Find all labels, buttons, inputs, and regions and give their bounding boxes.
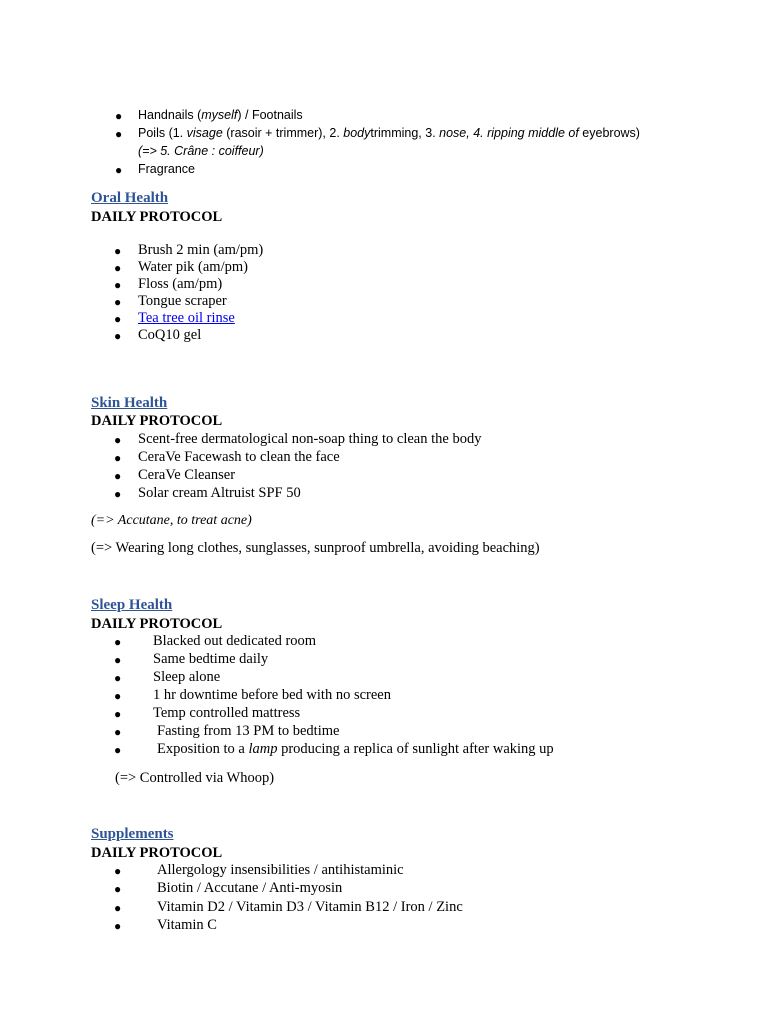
bullet-icon: ●	[114, 433, 122, 447]
bullet-icon: ●	[114, 671, 122, 685]
list-item: CeraVe Facewash to clean the face	[138, 449, 340, 465]
list-item: 1 hr downtime before bed with no screen	[153, 687, 391, 703]
bullet-icon: ●	[114, 689, 122, 703]
bullet-icon: ●	[114, 451, 122, 465]
bullet-icon: ●	[114, 743, 122, 757]
list-item: Fasting from 13 PM to bedtime	[157, 723, 340, 739]
bullet-icon: ●	[114, 707, 122, 721]
bullet-icon: ●	[114, 261, 122, 275]
list-item: Vitamin D2 / Vitamin D3 / Vitamin B12 / Iron / Zinc	[157, 899, 463, 915]
bullet-icon: ●	[115, 127, 123, 141]
list-item: Poils (1. visage (rasoir + trimmer), 2. bodytrimming, 3. nose, 4. ripping middle of eyebrows)	[138, 126, 640, 140]
protocol-label: DAILY PROTOCOL	[91, 209, 223, 225]
list-item: CoQ10 gel	[138, 327, 202, 343]
list-item: Solar cream Altruist SPF 50	[138, 485, 301, 501]
bullet-icon: ●	[114, 882, 122, 896]
list-item: Brush 2 min (am/pm)	[138, 242, 264, 258]
skin-note-clothes: (=> Wearing long clothes, sunglasses, sunproof umbrella, avoiding beaching)	[91, 540, 540, 556]
section-heading-supplements[interactable]: Supplements	[91, 826, 174, 842]
bullet-icon: ●	[114, 635, 122, 649]
tea-tree-oil-link[interactable]: Tea tree oil rinse	[138, 310, 235, 326]
protocol-label: DAILY PROTOCOL	[91, 413, 223, 429]
bullet-icon: ●	[114, 901, 122, 915]
section-heading-sleep[interactable]: Sleep Health	[91, 597, 173, 613]
bullet-icon: ●	[115, 163, 123, 177]
list-item: Handnails (myself) / Footnails	[138, 108, 303, 122]
list-item: Biotin / Accutane / Anti-myosin	[157, 880, 343, 896]
protocol-label: DAILY PROTOCOL	[91, 845, 223, 861]
list-item: Temp controlled mattress	[153, 705, 301, 721]
bullet-icon: ●	[114, 329, 122, 343]
list-item: Scent-free dermatological non-soap thing to clean the body	[138, 431, 482, 447]
list-item: Blacked out dedicated room	[153, 633, 317, 649]
list-item: Water pik (am/pm)	[138, 259, 248, 275]
bullet-icon: ●	[114, 278, 122, 292]
list-item: CeraVe Cleanser	[138, 467, 236, 483]
list-item: Allergology insensibilities / antihistaminic	[157, 862, 404, 878]
section-heading-skin[interactable]: Skin Health	[91, 395, 168, 411]
list-item-continuation: (=> 5. Crâne : coiffeur)	[138, 144, 264, 158]
bullet-icon: ●	[114, 312, 122, 326]
bullet-icon: ●	[114, 725, 122, 739]
sleep-note-whoop: (=> Controlled via Whoop)	[115, 770, 275, 786]
list-item: Fragrance	[138, 162, 195, 176]
bullet-icon: ●	[114, 653, 122, 667]
list-item: Floss (am/pm)	[138, 276, 223, 292]
list-item: Sleep alone	[153, 669, 221, 685]
list-item: Tongue scraper	[138, 293, 227, 309]
bullet-icon: ●	[114, 244, 122, 258]
protocol-label: DAILY PROTOCOL	[91, 616, 223, 632]
bullet-icon: ●	[114, 469, 122, 483]
list-item: Vitamin C	[157, 917, 217, 933]
list-item: Exposition to a lamp producing a replica of sunlight after waking up	[157, 741, 554, 757]
bullet-icon: ●	[115, 109, 123, 123]
bullet-icon: ●	[114, 919, 122, 933]
skin-note-accutane: (=> Accutane, to treat acne)	[91, 513, 252, 528]
bullet-icon: ●	[114, 487, 122, 501]
list-item: Same bedtime daily	[153, 651, 269, 667]
bullet-icon: ●	[114, 295, 122, 309]
bullet-icon: ●	[114, 864, 122, 878]
section-heading-oral[interactable]: Oral Health	[91, 190, 169, 206]
